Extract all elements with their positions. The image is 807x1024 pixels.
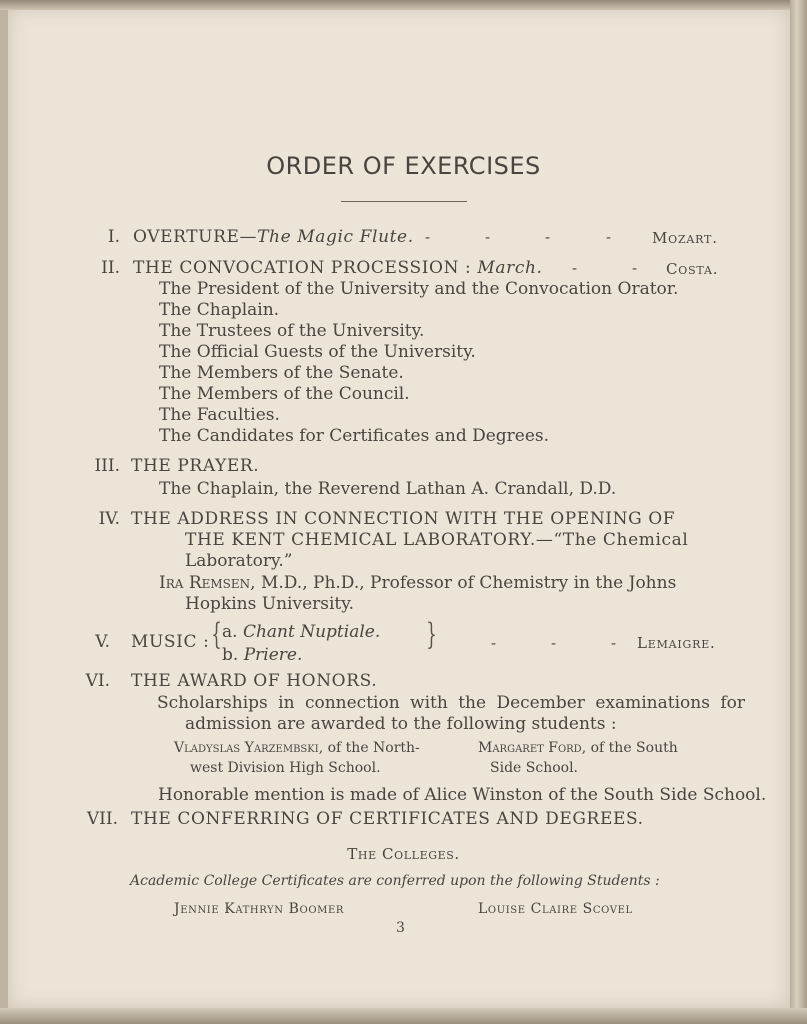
item-detail: Scholarships in connection with the December examinations for — [157, 693, 745, 713]
graduate-name: Louise Claire Scovel — [478, 901, 633, 917]
page-title: ORDER OF EXERCISES — [266, 152, 541, 180]
leader-dash: - — [572, 259, 578, 277]
page-edge-top — [0, 0, 807, 10]
item-detail: admission are awarded to the following students : — [185, 714, 617, 734]
item-heading: THE CONVOCATION PROCESSION : March. — [133, 258, 543, 278]
section-heading: The Colleges. — [347, 845, 460, 863]
item-heading: OVERTURE—The Magic Flute. — [133, 227, 414, 247]
item-number: III. — [94, 456, 120, 476]
procession-line: The Trustees of the University. — [159, 321, 425, 341]
student-entry: Side School. — [490, 760, 578, 776]
item-number: II. — [101, 258, 120, 278]
page-edge-bottom — [0, 1008, 807, 1024]
leader-dash: - — [632, 259, 638, 277]
student-entry: Vladyslas Yarzembski, of the North- — [174, 740, 420, 756]
item-detail: The Chaplain, the Reverend Lathan A. Crandall, D.D. — [159, 479, 617, 499]
certificate-note: Academic College Certificates are conferred upon the following Students : — [130, 873, 660, 889]
procession-line: The Faculties. — [159, 405, 280, 425]
item-heading: THE CONFERRING OF CERTIFICATES AND DEGREES. — [131, 809, 644, 829]
composer-name: Lemaigre. — [637, 634, 716, 652]
item-heading: Laboratory.” — [185, 551, 293, 571]
leader-dash: - — [551, 634, 557, 652]
procession-line: The President of the University and the Convocation Orator. — [159, 279, 679, 299]
procession-line: The Members of the Council. — [159, 384, 410, 404]
composer-name: Costa. — [666, 260, 719, 278]
leader-dash: - — [606, 228, 612, 246]
procession-line: The Chaplain. — [159, 300, 280, 320]
item-heading: THE ADDRESS IN CONNECTION WITH THE OPENING OF — [131, 509, 676, 529]
student-entry: Margaret Ford, of the South — [478, 740, 678, 756]
speaker-line: Ira Remsen, M.D., Ph.D., Professor of Chemistry in the Johns — [159, 573, 677, 593]
speaker-line: Hopkins University. — [185, 594, 355, 614]
student-entry: west Division High School. — [190, 760, 381, 776]
item-heading: MUSIC : — [131, 632, 210, 652]
leader-dash: - — [545, 228, 551, 246]
title-divider — [341, 201, 467, 202]
item-number: VI. — [85, 671, 110, 691]
item-number: IV. — [98, 509, 120, 529]
leader-dash: - — [485, 228, 491, 246]
item-number: V. — [95, 632, 110, 652]
honorable-mention: Honorable mention is made of Alice Winston of the South Side School. — [158, 785, 767, 805]
procession-line: The Members of the Senate. — [159, 363, 404, 383]
composer-name: Mozart. — [652, 229, 718, 247]
music-part: b. Priere. — [222, 645, 303, 665]
item-number: I. — [107, 227, 120, 247]
item-number: VII. — [86, 809, 118, 829]
leader-dash: - — [425, 228, 431, 246]
page-number: 3 — [396, 920, 405, 936]
item-heading: THE AWARD OF HONORS. — [131, 671, 378, 691]
graduate-name: Jennie Kathryn Boomer — [174, 901, 345, 917]
procession-line: The Official Guests of the University. — [159, 342, 476, 362]
item-heading: THE PRAYER. — [131, 456, 260, 476]
music-part: a. Chant Nuptiale. — [222, 622, 381, 642]
procession-line: The Candidates for Certificates and Degrees. — [159, 426, 550, 446]
item-heading: THE KENT CHEMICAL LABORATORY.—“The Chemical — [185, 530, 689, 550]
leader-dash: - — [611, 634, 617, 652]
leader-dash: - — [491, 634, 497, 652]
right-brace: } — [426, 617, 437, 652]
left-brace: { — [211, 617, 222, 652]
